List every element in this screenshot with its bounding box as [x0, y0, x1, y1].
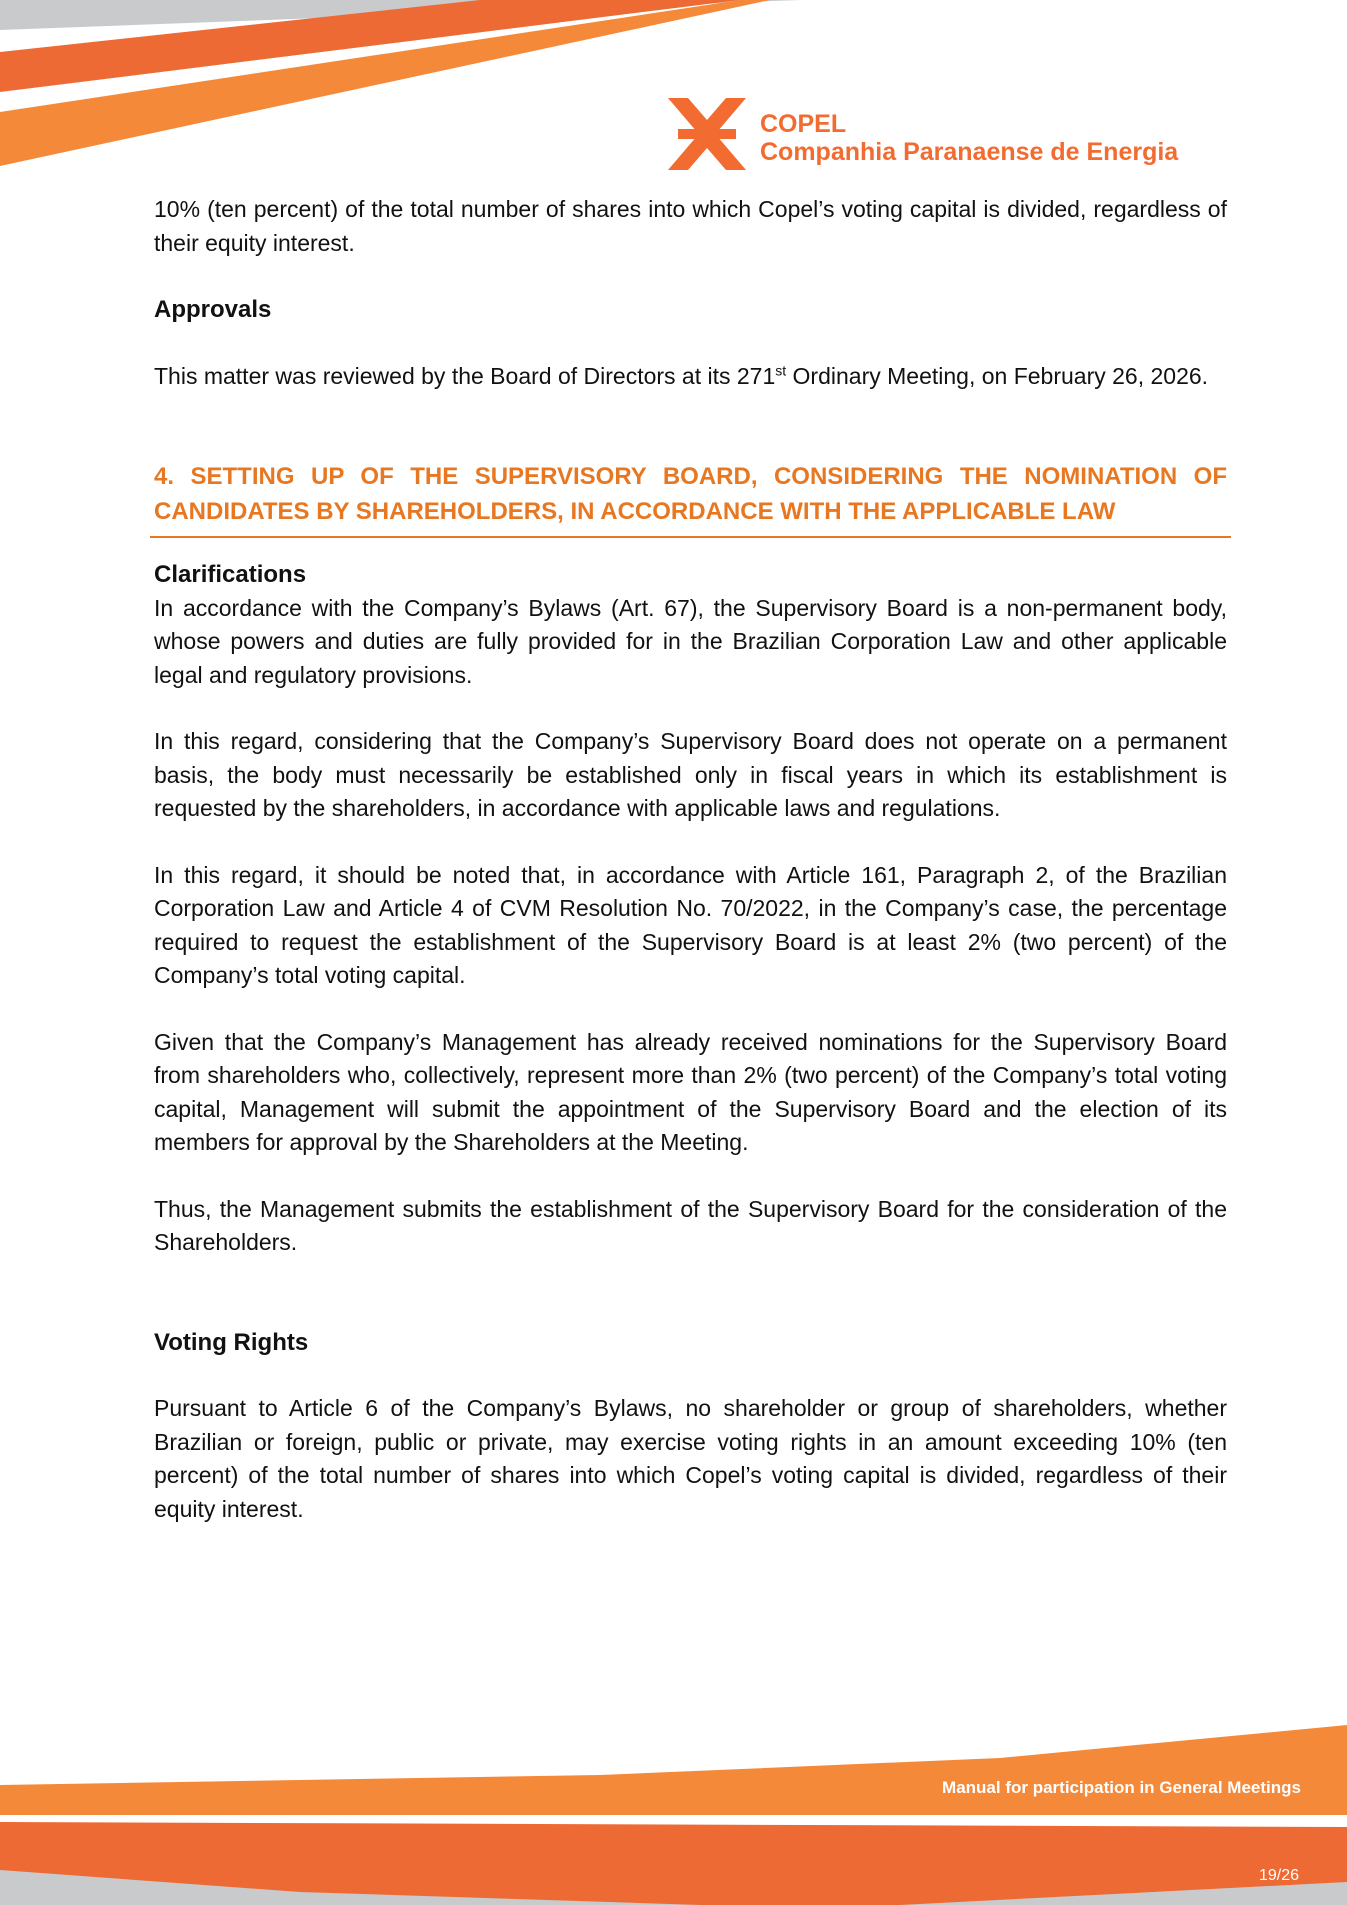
brand-full-name: Companhia Paranaense de Energia [760, 138, 1179, 166]
approvals-heading: Approvals [154, 296, 272, 323]
clarifications-paragraph: Given that the Company’s Management has already received nominations for the Supervisory Board from shareholders who, collectively, represent more than 2% (two percent) of the Company’s total voting capital, Management will submit the appointment of the Supervisory Board and the election of its members for approval by the Shareholders at the Meeting. [154, 1028, 1227, 1155]
clarifications-paragraph: In this regard, it should be noted that, in accordance with Article 161, Paragraph 2, of the Brazilian Corporation Law and Article 4 of CVM Resolution No. 70/2022, in the Company’s case, the percentage required to request the establishment of the Supervisory Board is at least 2% (two percent) of the Company’s total voting capital. [154, 861, 1227, 988]
voting-rights-paragraph: Pursuant to Article 6 of the Company’s Bylaws, no shareholder or group of shareholders, whether Brazilian or foreign, public or private, may exercise voting rights in an amount exceeding 10% (ten percent) of the total number of shares into which Copel’s voting capital is divided, regardless of their equity interest. [154, 1395, 1227, 1522]
voting-rights-heading: Voting Rights [154, 1328, 309, 1356]
approvals-paragraph: This matter was reviewed by the Board of Directors at its 271st Ordinary Meeting, on February 26, 2026. [154, 361, 1209, 389]
clarifications-paragraph: In accordance with the Company’s Bylaws (Art. 67), the Supervisory Board is a non-permanent body, whose powers and duties are fully provided for in the Brazilian Corporation Law and other applicable legal and regulatory provisions. [154, 594, 1227, 688]
footer-decoration [0, 1720, 1347, 1905]
clarifications-heading: Clarifications [154, 561, 307, 588]
page-number: 19/26 [1258, 1867, 1299, 1884]
clarifications-paragraph: In this regard, considering that the Company’s Supervisory Board does not operate on a permanent basis, the body must necessarily be established only in fiscal years in which its establishment is requested by the shareholders, in accordance with applicable laws and regulations. [154, 728, 1227, 821]
document-body [154, 193, 1227, 1526]
intro-paragraph: 10% (ten percent) of the total number of shares into which Copel’s voting capital is divided, regardless of their equity interest. [154, 196, 1227, 256]
copel-logo-icon [668, 98, 746, 170]
brand-name: COPEL [760, 110, 847, 138]
clarifications-paragraph: Thus, the Management submits the establishment of the Supervisory Board for the consideration of the Shareholders. [154, 1195, 1227, 1255]
manual-title: Manual for participation in General Meetings [942, 1778, 1301, 1797]
section-title: 4. SETTING UP OF THE SUPERVISORY BOARD, CONSIDERING THE NOMINATION OF CANDIDATES BY SHAREHOLDERS, IN ACCORDANCE WITH THE APPLICABLE LAW [154, 463, 1227, 525]
copel-logo [668, 98, 1228, 170]
section-divider [150, 536, 1231, 538]
